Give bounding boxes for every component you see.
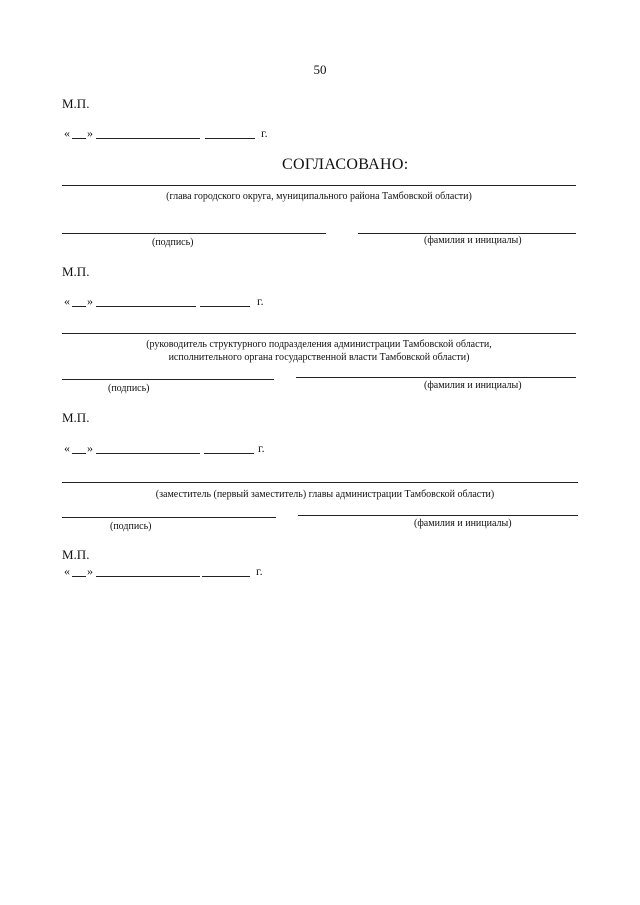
signature-line — [62, 517, 276, 518]
structural-head-caption-line2: исполнительного органа государственной власти Тамбовской области) — [168, 352, 470, 363]
signature-caption: (подпись) — [108, 383, 150, 394]
page-number: 50 — [313, 62, 327, 77]
month-blank — [96, 306, 196, 307]
approval-heading: СОГЛАСОВАНО: — [282, 156, 409, 173]
signature-caption: (подпись) — [110, 521, 152, 532]
month-blank — [96, 138, 200, 139]
stamp-label: М.П. — [62, 410, 90, 425]
structural-head-caption-line1: (руководитель структурного подразделения администрации Тамбовской области, — [146, 339, 492, 350]
date-close-quote: » — [87, 441, 93, 455]
year-suffix: г. — [261, 126, 268, 140]
stamp-label: М.П. — [62, 264, 90, 279]
stamp-label: М.П. — [62, 96, 90, 111]
date-open-quote: « — [64, 126, 70, 140]
full-name-caption: (фамилия и инициалы) — [424, 380, 522, 391]
year-blank — [200, 306, 250, 307]
year-suffix: г. — [256, 564, 263, 578]
day-blank — [72, 453, 86, 454]
month-blank — [96, 576, 200, 577]
head-of-district-caption: (глава городского округа, муниципального района Тамбовской области) — [166, 191, 472, 202]
date-close-quote: » — [87, 294, 93, 308]
full-name-line — [296, 377, 576, 378]
year-blank — [204, 453, 254, 454]
year-blank — [202, 576, 250, 577]
day-blank — [72, 138, 86, 139]
day-blank — [72, 306, 86, 307]
deputy-governor-caption: (заместитель (первый заместитель) главы администрации Тамбовской области) — [155, 489, 495, 500]
date-close-quote: » — [87, 564, 93, 578]
full-name-caption: (фамилия и инициалы) — [424, 235, 522, 246]
signature-line — [62, 379, 274, 380]
date-open-quote: « — [64, 441, 70, 455]
signature-caption: (подпись) — [152, 237, 194, 248]
stamp-label: М.П. — [62, 547, 90, 562]
structural-head-line — [62, 333, 576, 334]
date-open-quote: « — [64, 564, 70, 578]
deputy-governor-line — [62, 482, 578, 483]
month-blank — [96, 453, 200, 454]
date-close-quote: » — [87, 126, 93, 140]
signature-line — [62, 233, 326, 234]
full-name-caption: (фамилия и инициалы) — [414, 518, 512, 529]
year-blank — [205, 138, 255, 139]
full-name-line — [298, 515, 578, 516]
date-open-quote: « — [64, 294, 70, 308]
year-suffix: г. — [258, 441, 265, 455]
head-of-district-line — [62, 185, 576, 186]
day-blank — [72, 576, 86, 577]
year-suffix: г. — [257, 294, 264, 308]
full-name-line — [358, 233, 576, 234]
